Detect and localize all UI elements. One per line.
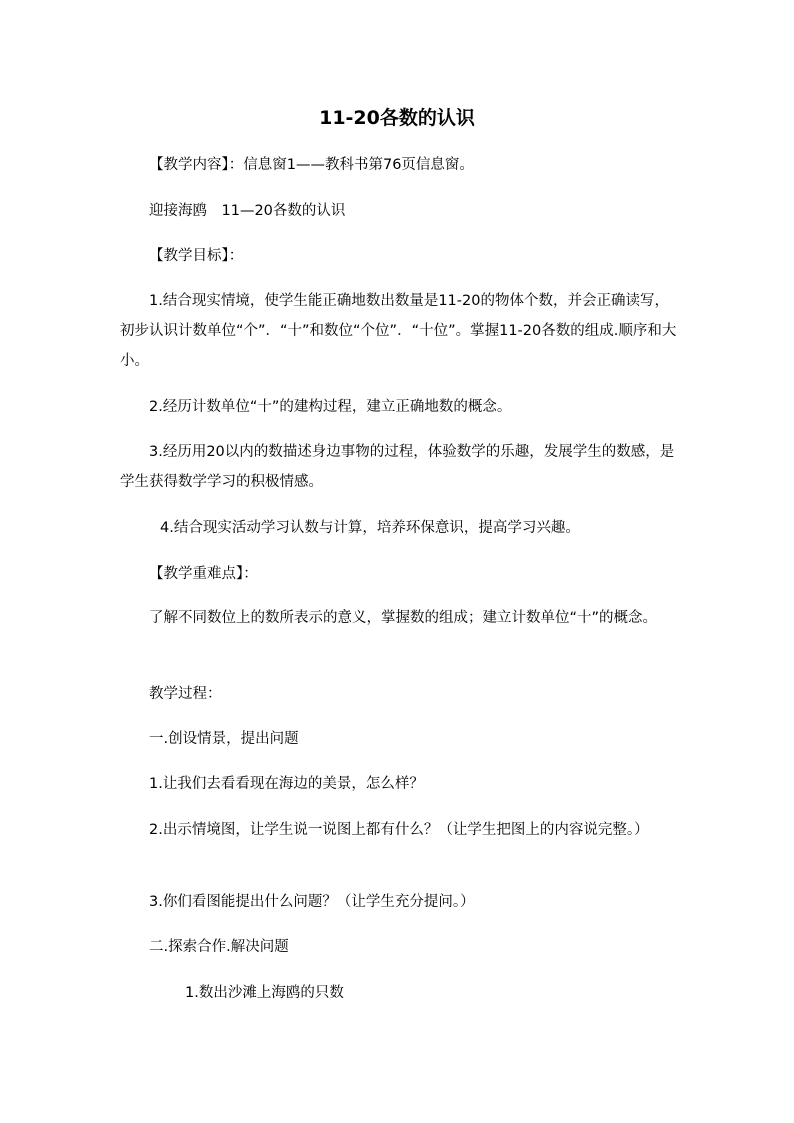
paragraph-goal-4: 4.结合现实活动学习认数与计算，培养环保意识，提高学习兴趣。 — [160, 520, 580, 536]
paragraph-goal-3: 3.经历用20以内的数描述身边事物的过程，体验数学的乐趣，发展学生的数感，是学生获得数学学习的积极情感。 — [120, 444, 675, 490]
heading-section-2: 二.探索合作.解决问题 — [149, 939, 289, 955]
paragraph-step-1-1: 1.让我们去看看现在海边的美景，怎么样？ — [149, 776, 424, 792]
paragraph-goal-2: 2.经历计数单位“十”的建构过程，建立正确地数的概念。 — [149, 399, 512, 415]
paragraph-lesson-subtitle: 迎接海鸥 11—20各数的认识 — [149, 203, 346, 219]
document-title: 11-20各数的认识 — [319, 107, 475, 129]
paragraph-step-1-3: 3.你们看图能提出什么问题？（让学生充分提问。） — [149, 894, 475, 910]
heading-teaching-process: 教学过程： — [149, 686, 222, 702]
heading-section-1: 一.创设情景，提出问题 — [149, 731, 299, 747]
heading-key-points: 【教学重难点】： — [149, 566, 258, 582]
heading-teaching-goals: 【教学目标】： — [149, 248, 244, 264]
paragraph-teaching-content: 【教学内容】：信息窗1——教科书第76页信息窗。 — [149, 157, 474, 173]
paragraph-step-1-2: 2.出示情境图，让学生说一说图上都有什么？（让学生把图上的内容说完整。） — [149, 822, 649, 838]
paragraph-key-points: 了解不同数位上的数所表示的意义，掌握数的组成；建立计数单位“十”的概念。 — [149, 610, 658, 626]
paragraph-step-2-1: 1.数出沙滩上海鸥的只数 — [185, 985, 344, 1001]
paragraph-goal-1: 1.结合现实情境，使学生能正确地数出数量是11-20的物体个数，并会正确读写，初步认识计数单位“个”．“十”和数位“个位”．“十位”。掌握11-20各数的组成.顺序和大小。 — [120, 293, 677, 369]
